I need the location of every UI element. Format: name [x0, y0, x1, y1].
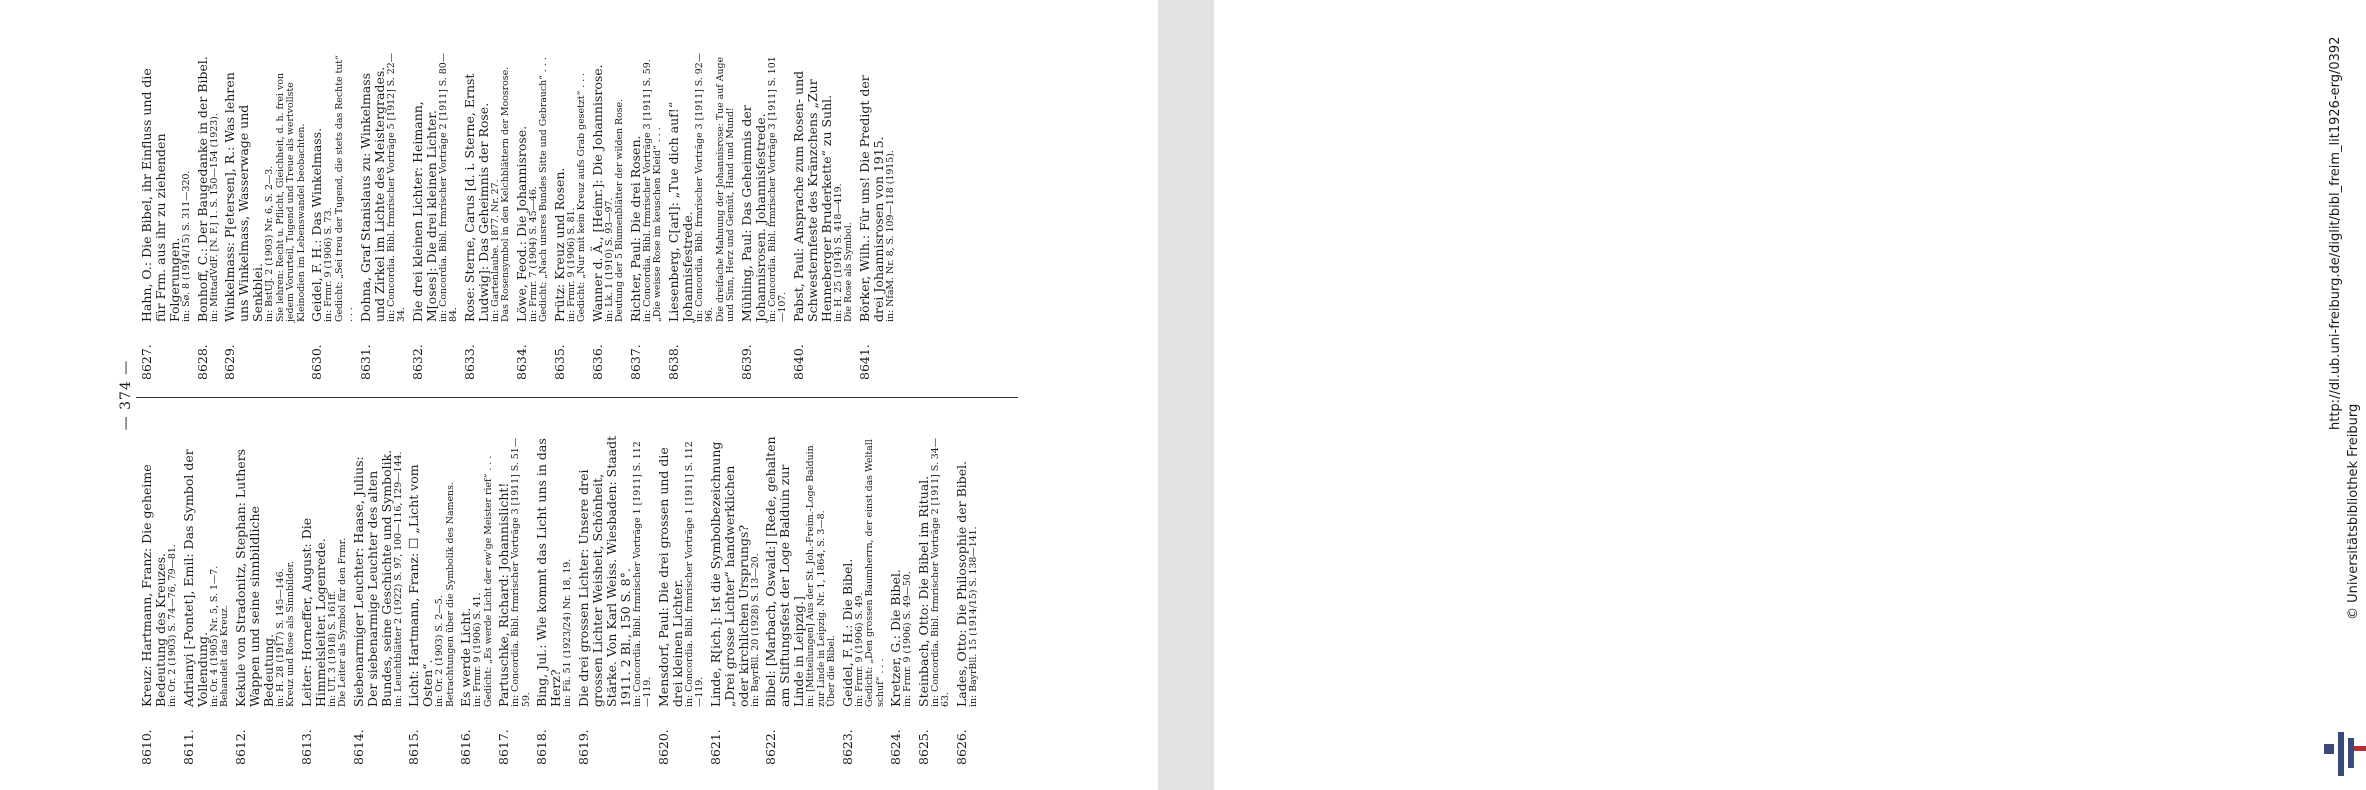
entry-title: Mensdorf, Paul: Die drei grossen und die drei kleinen Lichter.: [655, 447, 685, 707]
entry-detail: in: H. 25 (1914) S. 418—419.: [832, 183, 844, 322]
entry-detail: in: Concordia. Bibl. frmrischer Vorträge 3 [1911] S. 101—107.: [766, 56, 788, 322]
entry-title: Börker, Wilh.: Für uns! Die Predigt der drei Johannisrosen von 1915.: [856, 75, 886, 322]
entry-title: Winkelmass: P[etersen], R.: Was lehren uns Winkelmass, Wasserwage und Senkblei.: [222, 72, 265, 322]
entry-title: Bibel: [Marbach, Oswald:] [Rede, gehalten am Stiftungsfest der Loge Balduin zur Linde in Leipzig.]: [763, 436, 806, 707]
bibliography-entry: [359, 50, 408, 380]
entry-title: Es werde Licht.: [458, 607, 473, 707]
entry-title: Mühling, Paul: Das Geheimnis der Johannisrosen. Johannisfestrede.: [738, 105, 768, 322]
bibliography-entry: [223, 50, 307, 380]
scanned-page: [0, 0, 1158, 790]
entry-detail: Gedicht: „Nach unsres Bundes Sitte und Gebrauch“ . . .: [538, 57, 549, 322]
entry-detail: Gedicht: „Sei treu der Tugend, die stets das Rechte tut“ . . .: [333, 55, 355, 322]
entry-detail: in: Frmr. 9 (1906) S. 73.: [323, 207, 334, 322]
entry-number: 8627.: [139, 344, 154, 380]
entry-title: Rose: Sterne, Carus [d. i. Sterne, Ernst Ludwig]: Das Geheimnis der Rose.: [461, 73, 491, 322]
entry-body: [223, 50, 307, 322]
entry-detail: in: Frmr. 9 (1906) S. 49.: [853, 592, 865, 707]
entry-detail: Über die Bibel.: [826, 635, 837, 707]
entry-body: [352, 435, 405, 707]
entry-detail: in: Concordia. Bibl. frmrischer Vorträge 2 [1911] S. 80—84.: [437, 52, 459, 322]
entry-body: [182, 435, 231, 707]
entry-title: Leiter: Horneffer, August: Die Himmelsleiter. Logenrede.: [298, 517, 328, 707]
viewer-sidebar: [1158, 0, 2361, 790]
bibliography-entry: [764, 435, 838, 765]
entry-number: 8630.: [309, 344, 324, 380]
entry-title: Steinbach, Otto: Die Bibel im Ritual.: [915, 475, 931, 707]
entry-number: 8639.: [738, 344, 754, 380]
entry-body: [463, 50, 512, 322]
entry-number: 8620.: [655, 729, 671, 765]
entry-number: 8628.: [194, 344, 210, 380]
entry-detail: Behandelt das Kreuz.: [219, 605, 230, 707]
entry-body: [889, 435, 914, 707]
entry-detail: in: BayrBll. 15 (1914/15) S. 138—141.: [967, 526, 979, 707]
bibliography-entry: [182, 435, 231, 765]
bibliography-entry: [667, 50, 737, 380]
entry-body: [629, 50, 664, 322]
entry-number: 8641.: [856, 344, 872, 380]
entry-number: 8618.: [534, 729, 549, 765]
entry-title: Kekule von Stradonitz, Stephan: Luthers Wappen und seine sinnbildliche Bedeutung.: [232, 448, 276, 707]
entry-detail: in: BayrBll. 20 (1928) S. 13—20.: [749, 553, 761, 707]
entry-number: 8631.: [357, 344, 373, 380]
bibliography-entry: [140, 50, 193, 380]
entry-number: 8614.: [350, 729, 366, 765]
entry-number: 8634.: [513, 344, 529, 380]
entry-detail: Die Rose als Symbol.: [843, 222, 854, 322]
entry-detail: in: Concordia. Bibl. frmrischer Vorträge 3 [1911] S. 92—96.: [693, 52, 715, 322]
entry-body: [577, 435, 654, 707]
entry-body: [841, 435, 887, 707]
entry-detail: Die dreifache Mahnung der Johannisrose: Tue auf Auge und Sinn, Herz und Gemüt, Hand und Mund!: [714, 56, 736, 322]
entry-detail: Das Rosensymbol in den Kelchblättern der Moosrose.: [500, 66, 511, 322]
entry-title: Bing, Jul.: Wie kommt das Licht uns in das Herz?: [534, 438, 563, 707]
entry-detail: in: MittadVdF. [N. F.] 1. S. 150—154 (1923).: [208, 113, 220, 322]
entry-title: Wanner d. Ä., [Heinr.]: Die Johannisrose.: [589, 64, 605, 322]
entry-detail: in: Gartenlaube. 1877. Nr. 27.: [489, 179, 501, 322]
rotated-page-content: [0, 0, 1158, 790]
entry-body: [740, 50, 789, 322]
entry-detail: in: Concordia. Bibl. frmrischer Vorträge 5 [1912] S. 22—34.: [385, 52, 407, 322]
entry-number: 8633.: [461, 344, 477, 380]
entry-detail: Gedicht: „Den grossen Baumherrn, der einst das Weltall schuf“ . . .: [864, 439, 886, 707]
entry-title: Partuschke, Richard: Johannislicht!: [496, 482, 511, 707]
entry-detail: in: Leuchtblätter 2 (1922) S. 97, 100—116, 129—144.: [392, 451, 404, 707]
entry-number: 8638.: [665, 344, 681, 380]
entry-body: [515, 50, 550, 322]
entry-body: [196, 50, 221, 322]
bibliography-entry: [196, 50, 221, 380]
entry-number: 8621.: [707, 729, 723, 765]
bibliography-entry: [955, 435, 980, 765]
entry-title: Die drei grossen Lichter: Unsere drei grossen Lichter Weisheit, Schönheit, Stärke. Von Karl Weiss. Wiesbaden: Staadt 1911. 2 Bl., 150 S. 8°.: [575, 435, 633, 707]
entry-number: 8637.: [627, 344, 643, 380]
entry-number: 8635.: [551, 344, 567, 380]
entry-detail: in: Frmr. 7 (1904) S. 45—46.: [527, 186, 539, 322]
page-number: — 374 —: [118, 359, 134, 431]
entry-detail: in: NfaM. Nr. 8, S. 109—118 (1915).: [884, 150, 896, 322]
entry-number: 8624.: [888, 729, 903, 765]
entry-title: Siebenarmiger Leuchter: Haase, Julius: Der siebenarmige Leuchter des alten Bundes, seine Geschichte und Symbolik.: [350, 449, 394, 707]
library-logo-icon: [2324, 732, 2366, 776]
entry-number: 8617.: [496, 729, 511, 765]
entry-detail: Kreuz und Rose als Sinnbilder.: [285, 561, 296, 707]
entry-body: [359, 50, 408, 322]
entry-body: [497, 435, 532, 707]
source-url[interactable]: http://dl.ub.uni-freiburg.de/diglit/bibl_freim_lit1926-erg/0392: [2328, 36, 2343, 430]
entry-body: [591, 50, 626, 322]
bibliography-entry: [841, 435, 887, 765]
entry-detail: in: Or. 2 (1903) S. 74—76, 79—81.: [167, 544, 178, 707]
entry-body: [657, 435, 706, 707]
entry-detail: in: Sø. 8 (1914/15) S. 311—320.: [181, 170, 192, 322]
entry-detail: in: Concordia. Bibl. frmrischer Vorträge 1 [1911] S. 112—119.: [683, 441, 705, 707]
bibliography-entry: [407, 435, 456, 765]
bibliography-entry: [497, 435, 532, 765]
entry-detail: Die Leiter als Symbol für den Frmr.: [337, 537, 348, 707]
entry-detail: in: H. 28 (1917) S. 145—146.: [274, 568, 286, 707]
entry-body: [553, 50, 588, 322]
entry-detail: in: Fü. 51 (1923/24) Nr. 18, 19.: [562, 558, 573, 707]
bibliography-entry: [577, 435, 654, 765]
entry-title: Pabst, Paul: Ansprache zum Rosen- und Schwesternfeste des Kränzchens „Zur Henneberger Bruderkette“ zu Suhl.: [790, 70, 834, 322]
bibliography-entry: [740, 50, 789, 380]
entry-detail: „Die weisse Rose im keuschen Kleid“ . . .: [652, 127, 663, 322]
bibliography-entry: [792, 50, 855, 380]
entry-body: [300, 435, 349, 707]
bibliography-entry: [300, 435, 349, 765]
entry-detail: Betrachtungen über die Symbolik des Namens.: [444, 482, 456, 707]
entry-body: [140, 435, 179, 707]
bibliography-entry: [889, 435, 914, 765]
entry-title: Linde, R[ich.]: Ist die Symbolbezeichnung „Drei grosse Lichter“ handwerklichen oder kirchlichen Ursprungs?: [707, 441, 751, 707]
entry-number: 8611.: [180, 729, 196, 765]
entry-detail: in: Concordia. Bibl. frmrischer Vorträge 3 [1911] S. 51—59.: [510, 437, 532, 707]
entry-body: [764, 435, 838, 707]
bibliography-entry: [535, 435, 574, 765]
entry-body: [535, 435, 574, 707]
left-column: [140, 435, 1140, 765]
bibliography-entry: [709, 435, 762, 765]
entry-number: 8626.: [953, 729, 969, 765]
entry-body: [407, 435, 456, 707]
entry-title: Geidel, F. H.: Das Winkelmass.: [309, 127, 324, 322]
entry-number: 8629.: [222, 344, 237, 380]
entry-number: 8640.: [790, 344, 806, 380]
entry-number: 8612.: [232, 729, 248, 765]
entry-body: [459, 435, 494, 707]
entry-detail: in: Concordia. Bibl. frmrischer Vorträge 2 [1911] S. 34—63.: [929, 437, 951, 707]
entry-number: 8636.: [589, 344, 605, 380]
entry-body: [140, 50, 193, 322]
entry-detail: in: UT. 3 (1918) S. 161ff.: [326, 590, 338, 707]
entry-title: Adrianyi [-Pontet], Emil: Das Symbol der Vollendung.: [180, 449, 210, 707]
entry-detail: in: Lk. 1 (1910) S. 93—97.: [603, 197, 615, 322]
entry-title: Kretzer, G.: Die Bibel.: [888, 569, 903, 707]
entry-number: 8610.: [139, 729, 154, 765]
entry-body: [234, 435, 297, 707]
entry-title: Licht: Hartmann, Franz: ☐ „Licht vom Osten“.: [406, 464, 435, 707]
column-divider: [136, 397, 1018, 398]
bibliography-entry: [352, 435, 405, 765]
bibliography-entry: [310, 50, 356, 380]
bibliography-entry: [234, 435, 297, 765]
bibliography-entry: [459, 435, 494, 765]
bibliography-entry: [515, 50, 550, 380]
entry-body: [955, 435, 980, 707]
entry-body: [411, 50, 460, 322]
entry-number: 8625.: [915, 729, 931, 765]
entry-number: 8623.: [839, 729, 855, 765]
entry-detail: Gedicht: „Nur mit kein Kreuz aufs Grab gesetzt“ . . .: [576, 72, 587, 322]
entry-detail: in: Frmr. 9 (1906) S. 41.: [472, 592, 483, 707]
entry-number: 8616.: [458, 729, 473, 765]
bibliography-entry: [917, 435, 952, 765]
bibliography-entry: [140, 435, 179, 765]
entry-detail: in: Concordia. Bibl. frmrischer Vorträge 3 [1911] S. 59.: [641, 59, 653, 322]
entry-detail: Sie lehren: Recht u. Pflicht, Gleichheit, d. h. frei von jedem Vorurteil, Tugend und Treue als wertvollste Kleinodien im Lebenswandel beobachten.: [274, 72, 307, 322]
bibliography-entry: [591, 50, 626, 380]
entry-detail: in: [Mitteilungen] Aus der St. Joh.-Freim.-Loge Balduin zur Linde in Leipzig. Nr. 1, 1864, S. 3—8.: [805, 445, 827, 707]
entry-detail: in: BstUJ. 2 (1903) Nr. 6, S. 2—3.: [264, 165, 275, 322]
entry-title: Hahn, O.: Die Bibel, ihr Einfluss und die für Frm. aus ihr zu ziehenden Folgerungen.: [139, 68, 182, 322]
entry-title: Liesenberg, C[arl]: „Tue dich auf!“ Johannisfestrede.: [665, 101, 695, 322]
entry-detail: in: Frmr. 9 (1906) S. 49—50.: [902, 571, 913, 707]
right-column: [140, 50, 1140, 380]
entry-detail: in: Concordia. Bibl. frmrischer Vorträge 1 [1911] S. 112—119.: [631, 441, 653, 707]
entry-body: [792, 50, 855, 322]
entry-title: Lades, Otto: Die Philosophie der Bibel.: [953, 460, 969, 707]
bibliography-entry: [411, 50, 460, 380]
entry-number: 8613.: [298, 729, 314, 765]
entry-number: 8615.: [406, 729, 421, 765]
bibliography-entry: [858, 50, 897, 380]
entry-number: 8632.: [409, 344, 425, 380]
entry-body: [917, 435, 952, 707]
entry-body: [858, 50, 897, 322]
entry-title: Dohna, Graf Stanislaus zu: Winkelmass und Zirkel im Lichte des Meistergrades.: [357, 66, 387, 322]
bibliography-entry: [629, 50, 664, 380]
entry-title: Die drei kleinen Lichter: Heimann, M[oses]: Die drei kleinen Lichter.: [409, 101, 439, 322]
entry-body: [667, 50, 737, 322]
entry-detail: Gedicht: „Es werde Licht der ew'ge Meister rief“ . . .: [482, 455, 494, 707]
entry-detail: in: Frmr. 9 (1906) S. 81.: [565, 207, 577, 322]
entry-detail: in: Or. 2 (1903) S. 2—5.: [434, 595, 445, 707]
copyright-notice: © Universitätsbibliothek Freiburg: [2346, 403, 2361, 620]
bibliography-entry: [553, 50, 588, 380]
entry-body: [310, 50, 356, 322]
bibliography-entry: [463, 50, 512, 380]
entry-detail: in: Or. 4 (1905) Nr. 5, S. 1—7.: [208, 565, 220, 707]
entry-title: Löwe, Feod.: Die Johannisrose.: [513, 125, 529, 322]
entry-title: Prütz: Kreuz und Rosen.: [551, 167, 567, 322]
entry-title: Kreuz: Hartmann, Franz: Die geheime Bedeutung des Kreuzes.: [139, 464, 168, 707]
entry-number: 8619.: [575, 729, 591, 765]
entry-detail: Deutung der 5 Blumenblätter der wilden Rose.: [614, 98, 625, 322]
entry-title: Richter, Paul: Die drei Rosen.: [627, 135, 643, 322]
entry-body: [709, 435, 762, 707]
bibliography-entry: [657, 435, 706, 765]
entry-title: Bonhoff, C.: Der Baugedanke in der Bibel.: [194, 56, 210, 322]
entry-number: 8622.: [763, 729, 778, 765]
entry-title: Geidel, F. H.: Die Bibel.: [839, 558, 855, 707]
